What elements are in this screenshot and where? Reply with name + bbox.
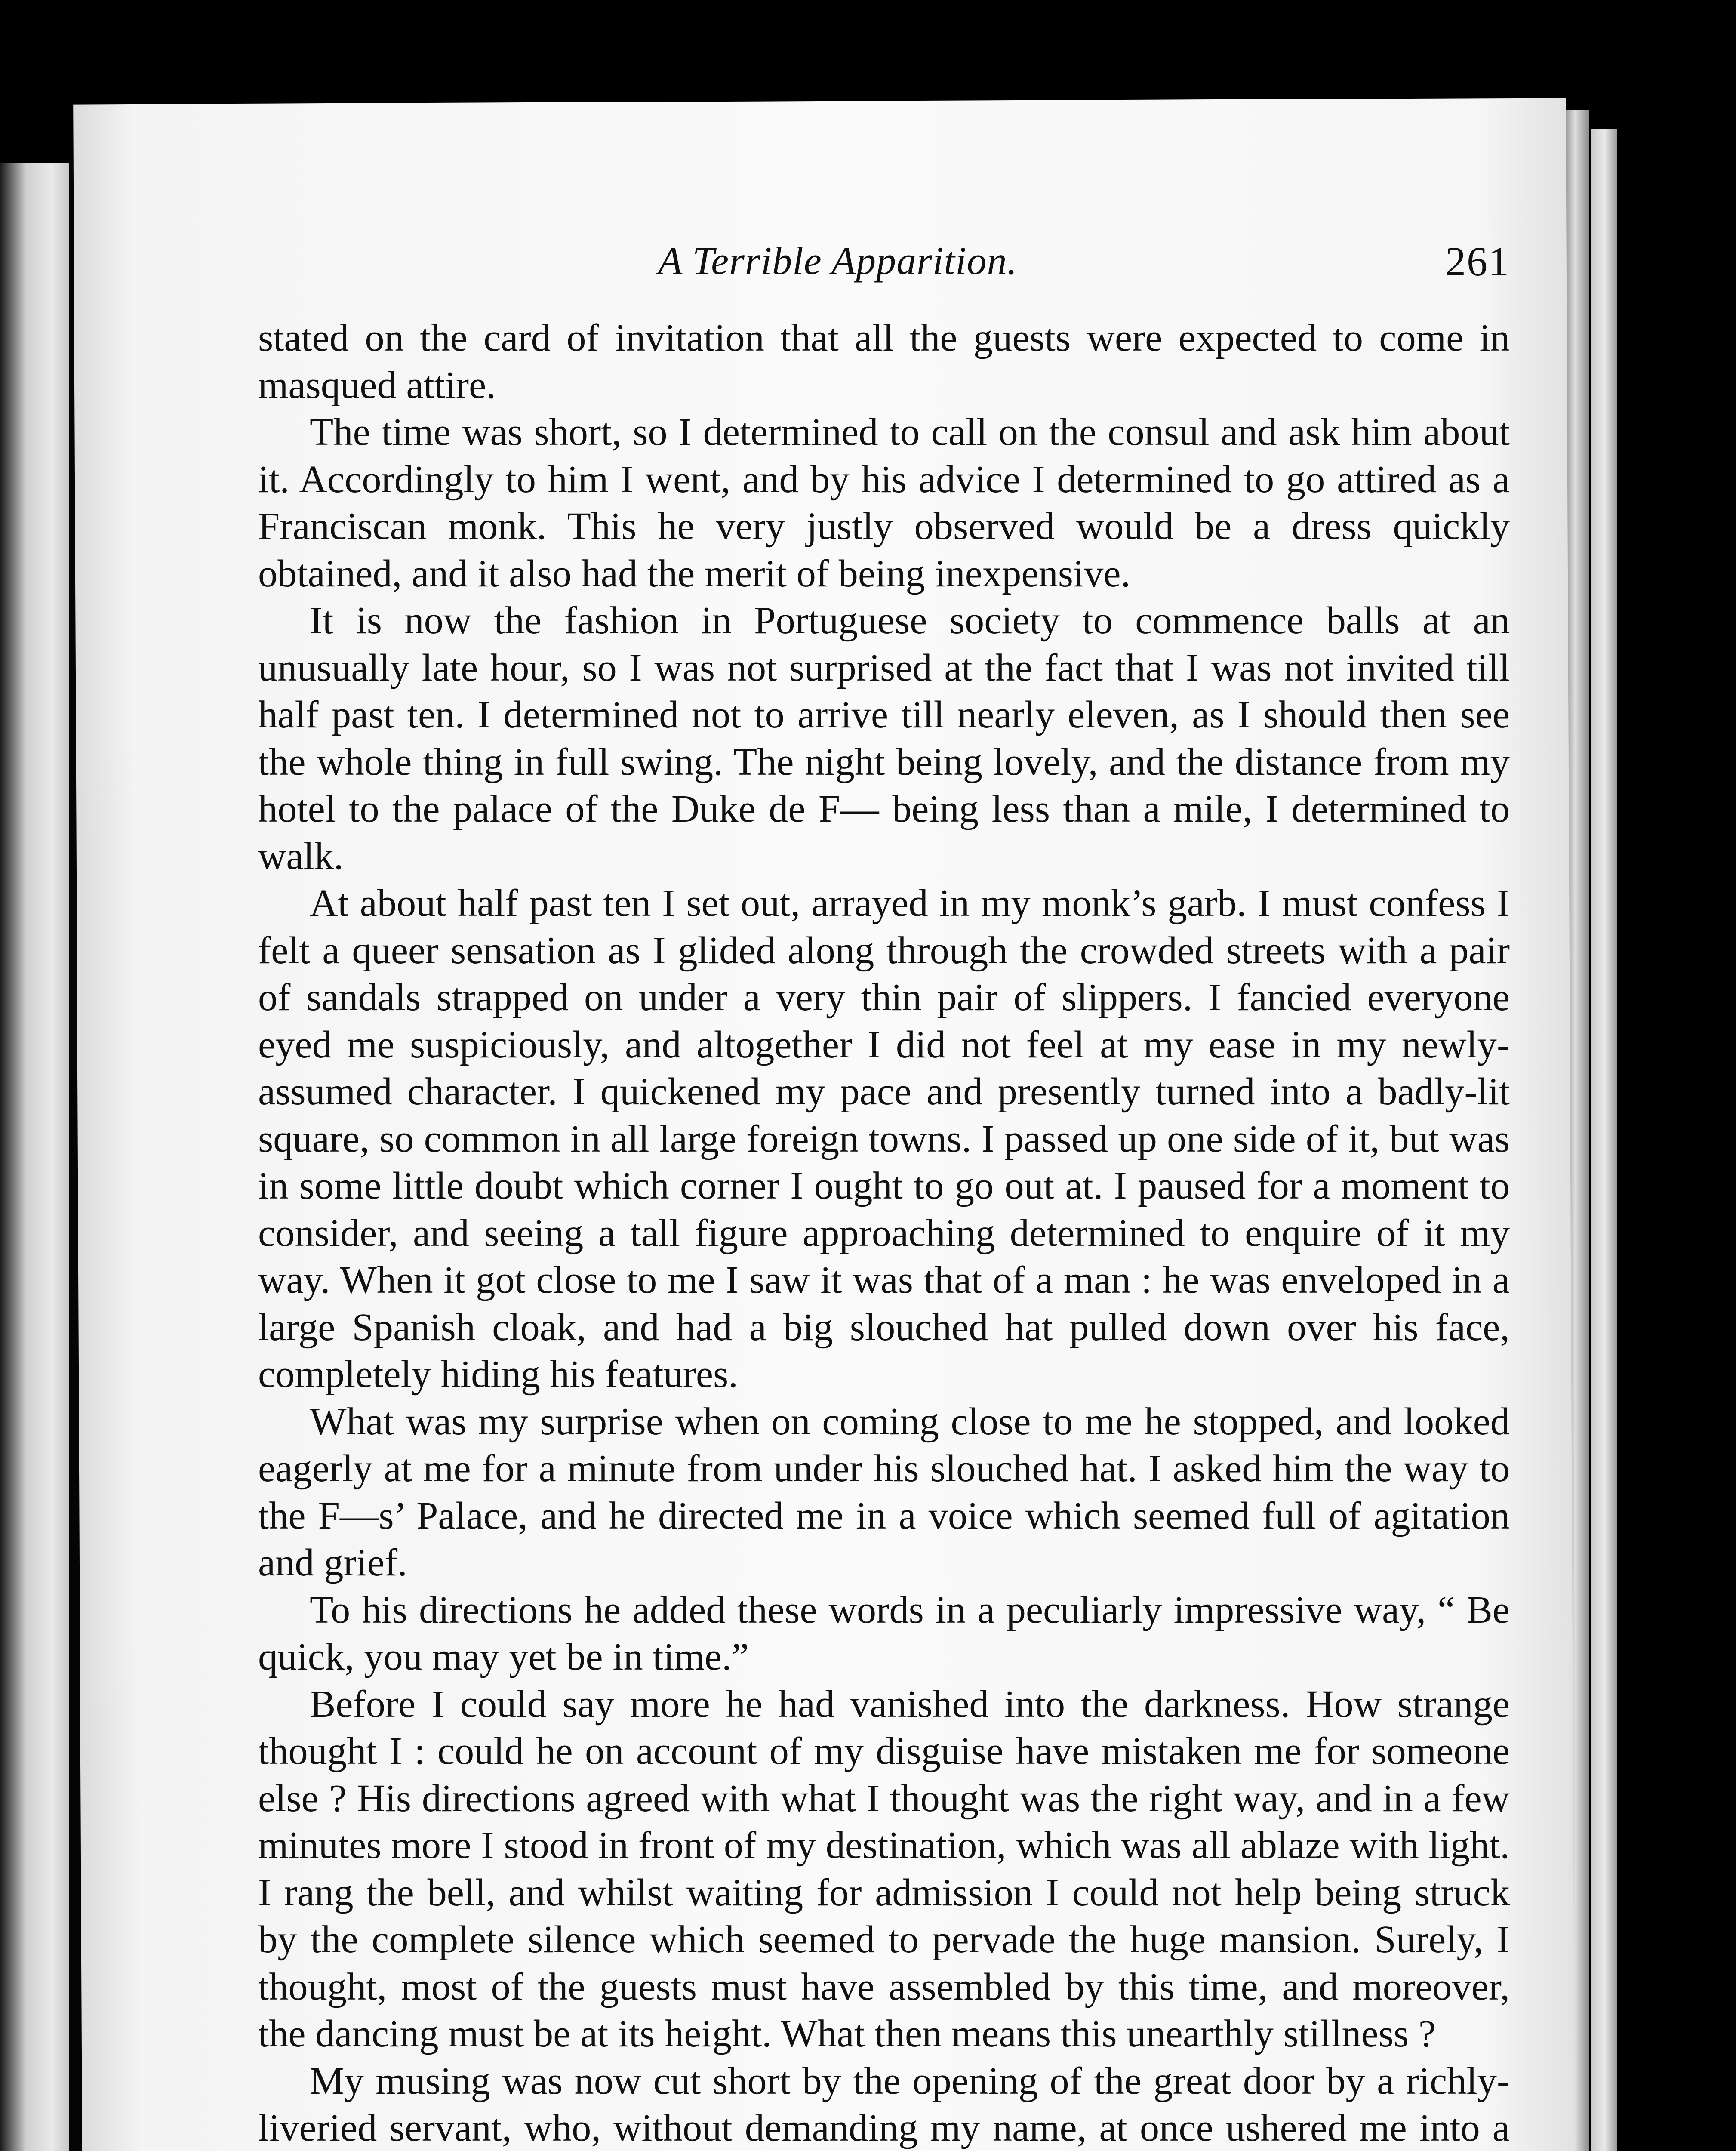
previous-page-edge bbox=[0, 163, 74, 2151]
paragraph: To his directions he added these words in a peculiarly impressive way, “ Be quick, you may yet be in time.” bbox=[258, 1587, 1510, 1678]
page-stack-edge bbox=[1591, 129, 1617, 2151]
paragraph: At about half past ten I set out, arrayed in my monk’s garb. I must confess I felt a queer sensation as I glided along through the crowded streets with a pair of sandals strapped on under a very thin pair of slippers. I fancied everyone eyed me suspiciously, and altogether I did not feel at my ease in my newly-assumed character. I quickened my pace and presently turned into a badly-lit square, so common in all large foreign towns. I passed up one side of it, but was in some little doubt which corner I ought to go out at. I paused for a moment to consider, and seeing a tall figure approaching determined to enquire of it my way. When it got close to me I saw it was that of a man : he was enveloped in a large Spanish cloak, and had a big slouched hat pulled down over his face, completely hiding his features. bbox=[258, 881, 1510, 1396]
page-content bbox=[258, 238, 1510, 2151]
paragraph: My musing was now cut short by the opening of the great door by a richly-liveried servant, who, without demanding my name, at once ushered me into a bbox=[258, 2059, 1510, 2149]
paragraph: The time was short, so I determined to call on the consul and ask him about it. Accordingly to him I went, and by his advice I determined to go attired as a Franciscan monk. This he very justly observed would be a dress quickly obtained, and it also had the merit of being inexpensive. bbox=[258, 410, 1510, 595]
running-head bbox=[258, 238, 1510, 305]
page-number: 261 bbox=[1445, 238, 1510, 284]
paragraph: It is now the fashion in Portuguese society to commence balls at an unusually late hour, so I was not surprised at the fact that I was not invited till half past ten. I determined not to arrive till nearly eleven, as I should then see the whole thing in full swing. The night being lovely, and the distance from my hotel to the palace of the Duke de F— being less than a mile, I determined to walk. bbox=[258, 598, 1510, 878]
paragraph: Before I could say more he had vanished into the darkness. How strange thought I : could he on account of my disguise have mistaken me for someone else ? His directions agreed with what I thought was the right way, and in a few minutes more I stood in front of my destination, which was all ablaze with light. I rang the bell, and whilst waiting for admission I could not help being struck by the complete silence which seemed to pervade the huge mansion. Surely, I thought, most of the guests must have assembled by this time, and moreover, the dancing must be at its height. What then means this unearthly stillness ? bbox=[258, 1682, 1510, 2055]
paragraph: What was my surprise when on coming close to me he stopped, and looked eagerly at me for a minute from under his slouched hat. I asked him the way to the F—s’ Palace, and he directed me in a voice which seemed full of agitation and grief. bbox=[258, 1399, 1510, 1584]
paragraph: stated on the card of invitation that all the guests were expected to come in masqued attire. bbox=[258, 316, 1510, 407]
running-title: A Terrible Apparition. bbox=[658, 239, 1018, 283]
